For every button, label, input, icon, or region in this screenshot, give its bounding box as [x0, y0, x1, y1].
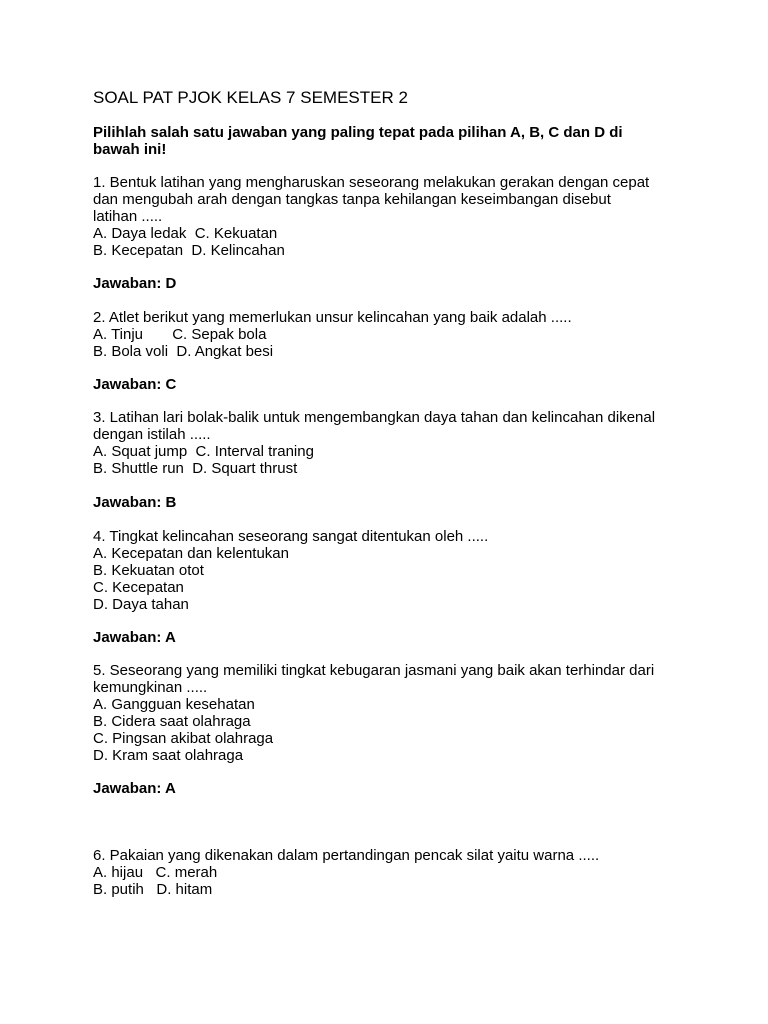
question-1: [93, 174, 693, 259]
answer-5: Jawaban: A: [93, 780, 176, 797]
question-5-option: A. Gangguan kesehatan: [93, 696, 255, 713]
instruction-text: Pilihlah salah satu jawaban yang paling tepat pada pilihan A, B, C dan D di bawah ini!: [93, 124, 623, 158]
question-5: [93, 662, 693, 764]
question-5-line: kemungkinan .....: [93, 679, 208, 696]
question-4-option: B. Kekuatan otot: [93, 562, 204, 579]
answer-4: Jawaban: A: [93, 629, 176, 646]
question-2-option: A. Tinju C. Sepak bola: [93, 326, 267, 343]
question-5-line: 5. Seseorang yang memiliki tingkat kebugaran jasmani yang baik akan terhindar dari: [93, 662, 655, 679]
question-2-line: 2. Atlet berikut yang memerlukan unsur kelincahan yang baik adalah .....: [93, 309, 572, 326]
answer-1: Jawaban: D: [93, 275, 177, 292]
question-4-option: A. Kecepatan dan kelentukan: [93, 545, 289, 562]
question-4-option: D. Daya tahan: [93, 596, 189, 613]
question-4-line: 4. Tingkat kelincahan seseorang sangat ditentukan oleh .....: [93, 528, 489, 545]
question-3-line: 3. Latihan lari bolak-balik untuk mengembangkan daya tahan dan kelincahan dikenal: [93, 409, 656, 426]
question-1-line: dan mengubah arah dengan tangkas tanpa kehilangan keseimbangan disebut: [93, 191, 611, 208]
question-1-line: 1. Bentuk latihan yang mengharuskan seseorang melakukan gerakan dengan cepat: [93, 174, 650, 191]
question-6-option: B. putih D. hitam: [93, 881, 213, 898]
question-1-option: A. Daya ledak C. Kekuatan: [93, 225, 278, 242]
question-6-option: A. hijau C. merah: [93, 864, 218, 881]
document-title: SOAL PAT PJOK KELAS 7 SEMESTER 2: [93, 88, 408, 107]
question-5-option: D. Kram saat olahraga: [93, 747, 244, 764]
question-3-line: dengan istilah .....: [93, 426, 211, 443]
question-3: [93, 409, 693, 477]
question-4-option: C. Kecepatan: [93, 579, 184, 596]
question-3-option: A. Squat jump C. Interval traning: [93, 443, 314, 460]
question-3-option: B. Shuttle run D. Squart thrust: [93, 460, 298, 477]
question-4: [93, 528, 693, 613]
question-1-line: latihan .....: [93, 208, 163, 225]
question-2: [93, 309, 693, 360]
question-1-option: B. Kecepatan D. Kelincahan: [93, 242, 285, 259]
question-5-option: B. Cidera saat olahraga: [93, 713, 251, 730]
answer-2: Jawaban: C: [93, 376, 177, 393]
question-2-option: B. Bola voli D. Angkat besi: [93, 343, 274, 360]
question-5-option: C. Pingsan akibat olahraga: [93, 730, 274, 747]
question-6: [93, 847, 693, 898]
question-6-line: 6. Pakaian yang dikenakan dalam pertandingan pencak silat yaitu warna .....: [93, 847, 600, 864]
answer-3: Jawaban: B: [93, 494, 177, 511]
